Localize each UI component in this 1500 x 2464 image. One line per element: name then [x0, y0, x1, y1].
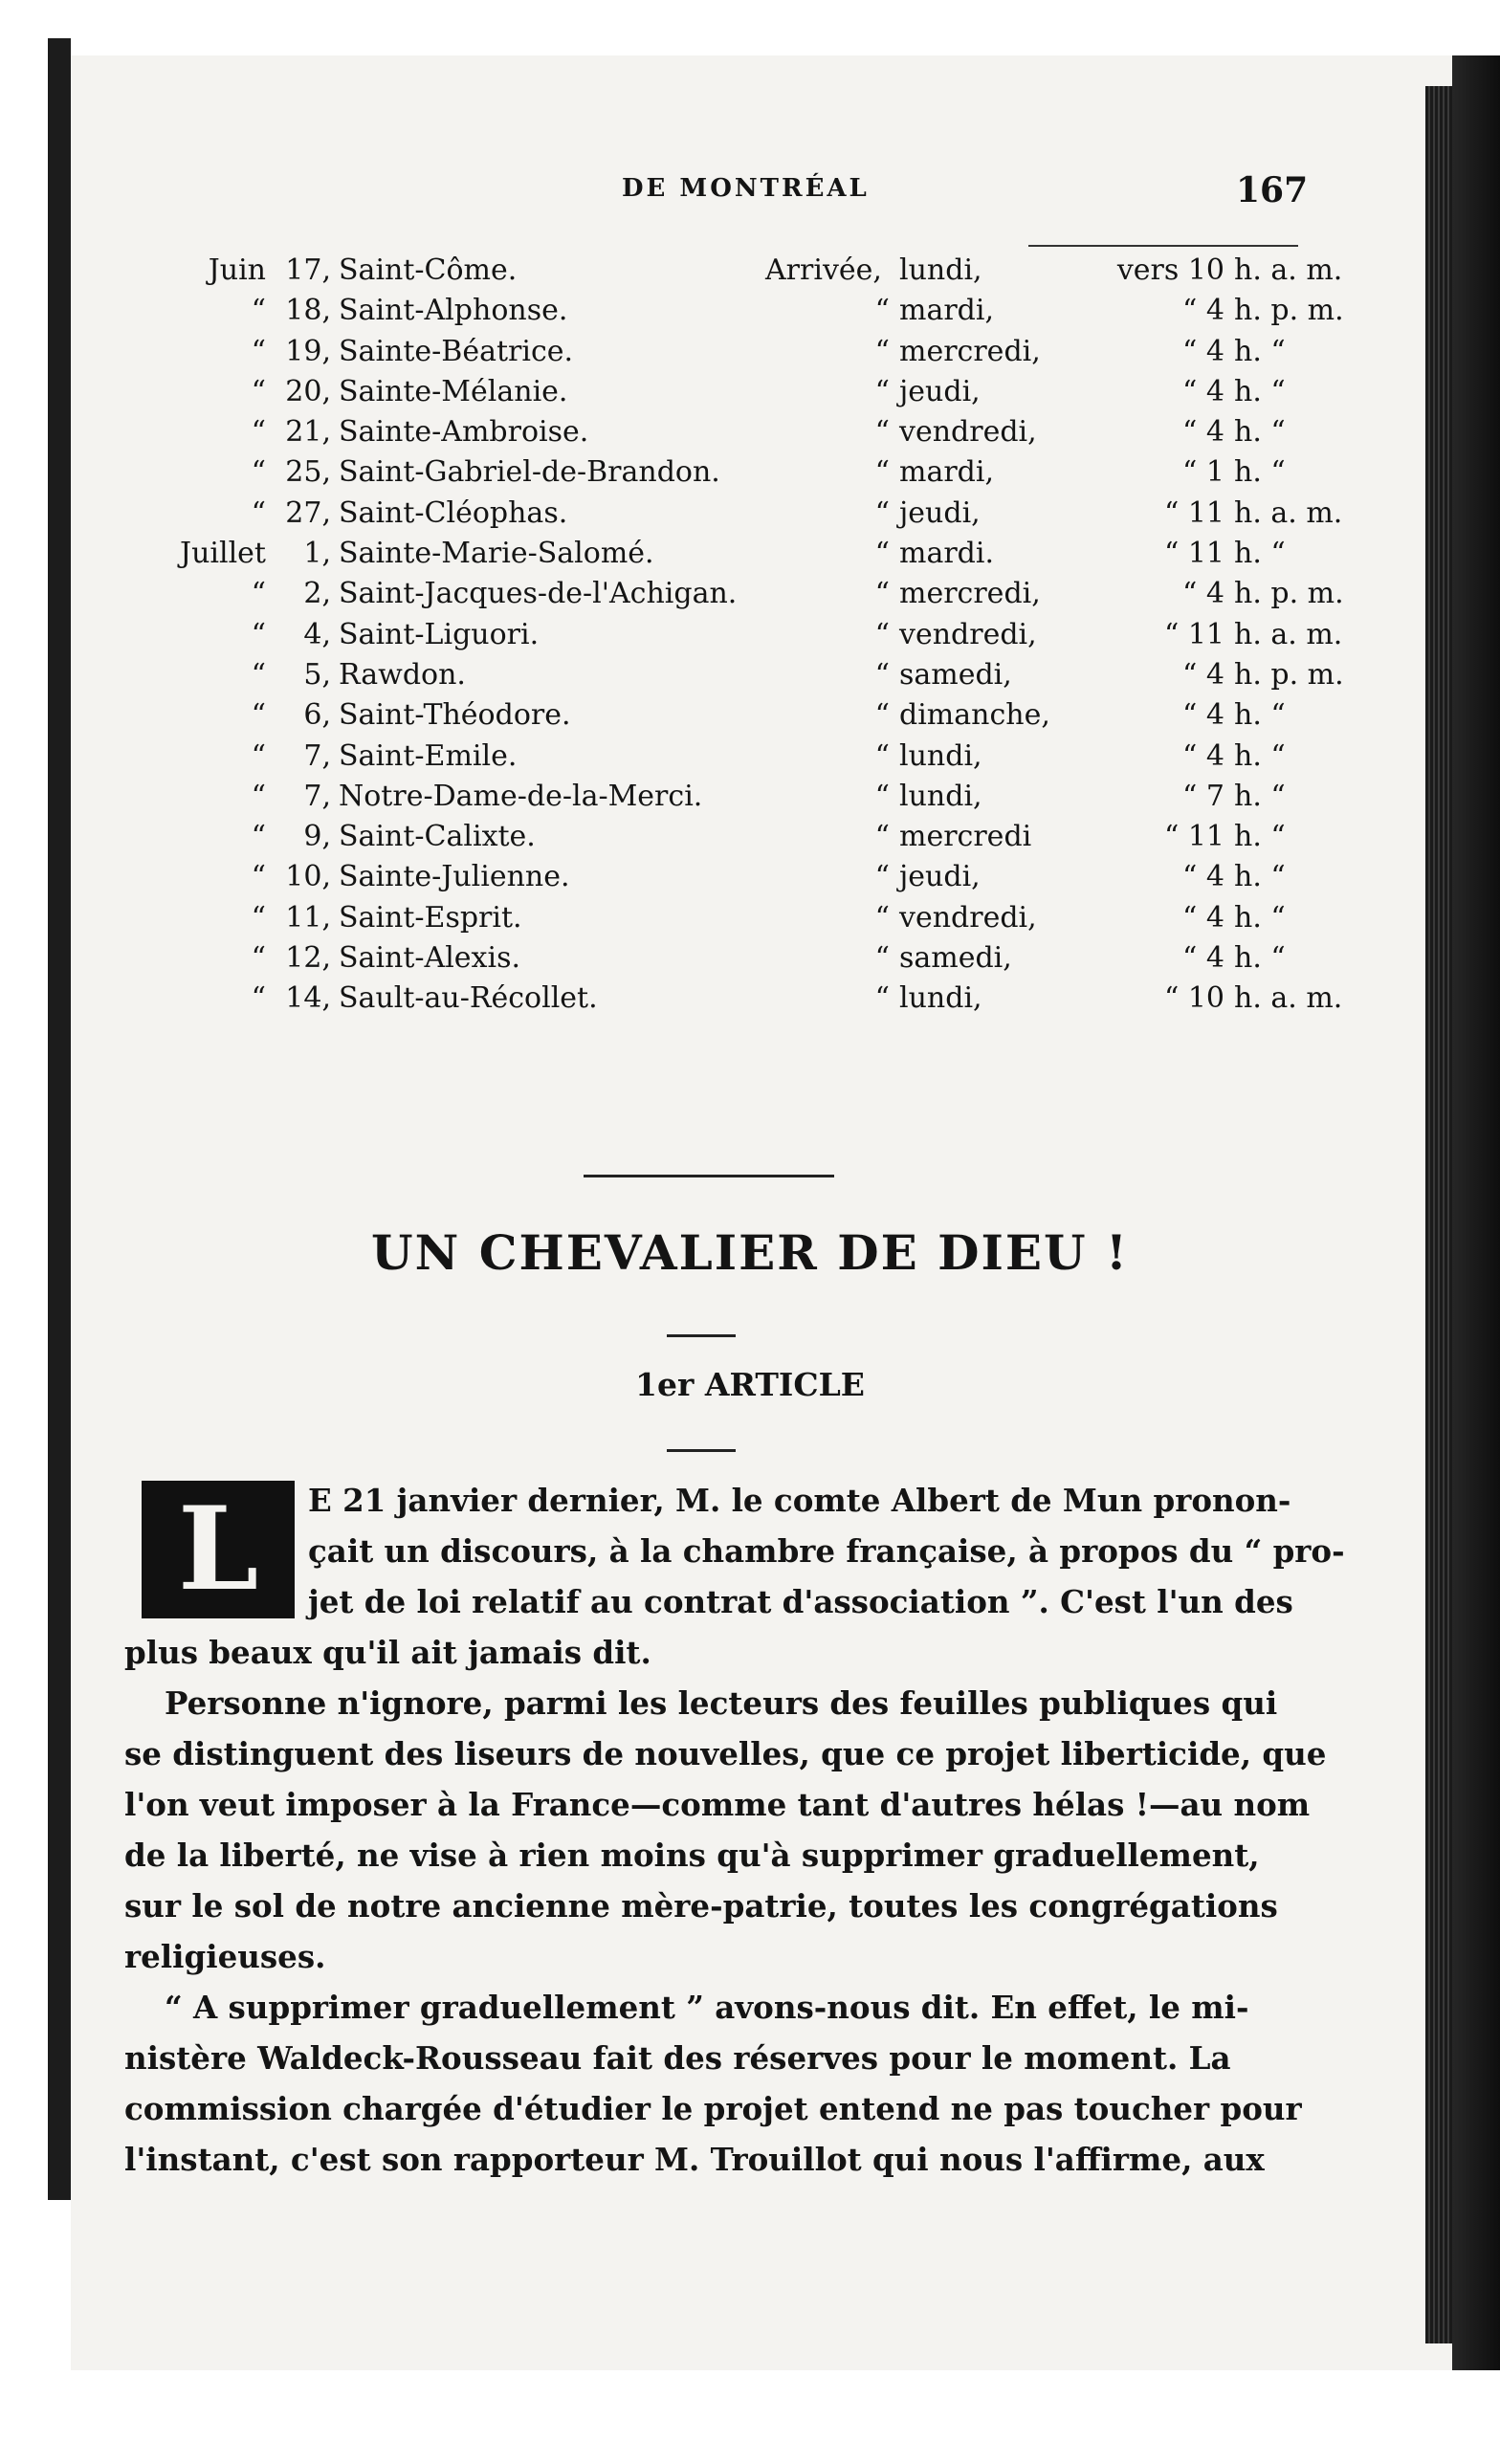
schedule-place: Sainte-Julienne. [339, 860, 570, 894]
article-line: l'instant, c'est son rapporteur M. Trouillot qui nous l'affirme, aux [124, 2141, 1265, 2178]
schedule-row [153, 372, 1301, 412]
schedule-row [153, 857, 1301, 897]
schedule-time: h. a. m. [1234, 495, 1343, 530]
schedule-month: “ [251, 981, 266, 1016]
schedule-hour: “ 4 [1182, 374, 1224, 408]
schedule-ditto: “ [874, 860, 890, 894]
schedule-hour: “ 4 [1182, 860, 1224, 894]
schedule-ditto: “ [874, 577, 890, 611]
section-separator [584, 1175, 834, 1177]
schedule-time: h. a. m. [1234, 617, 1343, 651]
schedule-row [153, 251, 1343, 291]
schedule-hour: “ 1 [1182, 455, 1224, 490]
schedule-month: “ [251, 374, 266, 408]
schedule-ditto: “ [874, 738, 890, 773]
article-line: jet de loi relatif au contrat d'association ”. C'est l'un des [308, 1583, 1293, 1620]
title-rule [667, 1334, 736, 1337]
schedule-month: “ [251, 860, 266, 894]
header-rule [1028, 245, 1298, 247]
schedule-row [153, 695, 1301, 736]
schedule-place: Saint-Théodore. [339, 698, 571, 733]
article-line: religieuses. [124, 1938, 326, 1975]
schedule-time: h. “ [1234, 334, 1286, 368]
schedule-row [153, 898, 1301, 938]
schedule-weekday: mercredi [899, 820, 1032, 854]
schedule-place: Saint-Cléophas. [339, 495, 568, 530]
article-line: Personne n'ignore, parmi les lecteurs des feuilles publiques qui [165, 1684, 1278, 1722]
schedule-hour: “ 4 [1182, 294, 1224, 328]
schedule-ditto: “ [874, 900, 890, 935]
schedule-ditto: “ [874, 941, 890, 976]
schedule-place: Saint-Côme. [339, 253, 518, 287]
schedule-hour: vers 10 [1116, 253, 1224, 287]
schedule-weekday: mardi. [899, 537, 995, 571]
schedule-weekday: mardi, [899, 455, 995, 490]
schedule-time: h. “ [1234, 738, 1286, 773]
schedule-time: h. “ [1234, 374, 1286, 408]
schedule-month: “ [251, 657, 266, 692]
schedule-time: h. p. m. [1234, 577, 1344, 611]
schedule-place: Sault-au-Récollet. [339, 981, 598, 1016]
schedule-day: 6, [303, 698, 331, 733]
schedule-hour: “ 4 [1182, 941, 1224, 976]
schedule-month: “ [251, 577, 266, 611]
schedule-hour: “ 11 [1163, 617, 1224, 651]
schedule-place: Saint-Alexis. [339, 941, 521, 976]
schedule-weekday: lundi, [899, 738, 982, 773]
schedule-month: “ [251, 334, 266, 368]
schedule-month: “ [251, 779, 266, 813]
schedule-month: “ [251, 455, 266, 490]
schedule-day: 2, [303, 577, 331, 611]
schedule-time: h. “ [1234, 820, 1286, 854]
schedule-day: 20, [285, 374, 331, 408]
schedule-ditto: “ [874, 698, 890, 733]
schedule-month: “ [251, 495, 266, 530]
article-line: se distinguent des liseurs de nouvelles, que ce projet liberticide, que [124, 1735, 1327, 1772]
schedule-place: Sainte-Béatrice. [339, 334, 574, 368]
drop-cap: L [142, 1481, 295, 1618]
schedule-place: Saint-Liguori. [339, 617, 540, 651]
article-title: UN CHEVALIER DE DIEU ! [371, 1224, 1129, 1281]
schedule-month: “ [251, 294, 266, 328]
schedule-day: 11, [285, 900, 331, 935]
schedule-place: Saint-Jacques-de-l'Achigan. [339, 577, 738, 611]
schedule-time: h. p. m. [1234, 657, 1344, 692]
schedule-weekday: vendredi, [899, 900, 1037, 935]
schedule-day: 9, [303, 820, 331, 854]
schedule-ditto: “ [874, 779, 890, 813]
schedule-weekday: vendredi, [899, 617, 1037, 651]
schedule-place: Sainte-Mélanie. [339, 374, 568, 408]
schedule-row [153, 534, 1301, 574]
schedule-weekday: mercredi, [899, 577, 1041, 611]
running-title: DE MONTRÉAL [622, 174, 870, 203]
schedule-row [153, 615, 1343, 655]
schedule-row [153, 452, 1301, 493]
article-line: commission chargée d'étudier le projet entend ne pas toucher pour [124, 2090, 1302, 2127]
page-number: 167 [1236, 170, 1309, 210]
schedule-day: 7, [303, 738, 331, 773]
schedule-row [153, 938, 1301, 979]
schedule-row [153, 494, 1343, 534]
previous-page-edge [48, 38, 71, 2200]
schedule-ditto: “ [874, 617, 890, 651]
visit-schedule [153, 251, 1344, 1020]
schedule-month: Juillet [180, 537, 266, 571]
schedule-time: h. a. m. [1234, 981, 1343, 1016]
schedule-place: Saint-Alphonse. [339, 294, 568, 328]
schedule-time: h. “ [1234, 698, 1286, 733]
schedule-weekday: jeudi, [899, 374, 981, 408]
schedule-place: Rawdon. [339, 657, 466, 692]
schedule-day: 5, [303, 657, 331, 692]
schedule-day: 12, [285, 941, 331, 976]
schedule-row [153, 979, 1343, 1019]
schedule-row [153, 777, 1301, 817]
schedule-month: “ [251, 820, 266, 854]
article-line: l'on veut imposer à la France—comme tant d'autres hélas !—au nom [124, 1786, 1311, 1823]
schedule-time: h. “ [1234, 779, 1286, 813]
subtitle-rule [667, 1449, 736, 1452]
schedule-place: Saint-Esprit. [339, 900, 522, 935]
schedule-day: 7, [303, 779, 331, 813]
schedule-ditto: “ [874, 657, 890, 692]
schedule-hour: “ 4 [1182, 657, 1224, 692]
schedule-weekday: dimanche, [899, 698, 1050, 733]
schedule-day: 4, [303, 617, 331, 651]
schedule-time: h. p. m. [1234, 294, 1344, 328]
schedule-row [153, 737, 1301, 777]
article-line: sur le sol de notre ancienne mère-patrie, toutes les congrégations [124, 1887, 1278, 1925]
schedule-row [153, 291, 1344, 331]
schedule-time: h. “ [1234, 537, 1286, 571]
schedule-ditto: “ [874, 820, 890, 854]
schedule-hour: “ 4 [1182, 900, 1224, 935]
schedule-day: 21, [285, 415, 331, 450]
schedule-day: 10, [285, 860, 331, 894]
page-header [124, 170, 1309, 218]
schedule-place: Saint-Calixte. [339, 820, 536, 854]
schedule-ditto: “ [874, 415, 890, 450]
schedule-ditto: “ [874, 455, 890, 490]
schedule-weekday: mercredi, [899, 334, 1041, 368]
schedule-weekday: samedi, [899, 941, 1012, 976]
schedule-place: Sainte-Marie-Salomé. [339, 537, 654, 571]
schedule-row [153, 332, 1301, 372]
article-body [124, 1475, 1345, 2185]
schedule-month: “ [251, 617, 266, 651]
schedule-row [153, 817, 1301, 857]
schedule-hour: “ 4 [1182, 738, 1224, 773]
book-edge-right [1452, 55, 1500, 2370]
schedule-hour: “ 11 [1163, 820, 1224, 854]
schedule-hour: “ 4 [1182, 577, 1224, 611]
schedule-month: “ [251, 738, 266, 773]
schedule-day: 27, [285, 495, 331, 530]
schedule-weekday: jeudi, [899, 860, 981, 894]
article-line: “ A supprimer graduellement ” avons-nous dit. En effet, le mi- [165, 1989, 1249, 2026]
schedule-day: 1, [303, 537, 331, 571]
schedule-weekday: mardi, [899, 294, 995, 328]
schedule-row [153, 574, 1344, 614]
schedule-month: “ [251, 900, 266, 935]
article-subtitle: 1er ARTICLE [635, 1366, 865, 1403]
schedule-month: “ [251, 698, 266, 733]
article-line: nistère Waldeck-Rousseau fait des réserves pour le moment. La [124, 2039, 1231, 2077]
schedule-weekday: lundi, [899, 981, 982, 1016]
schedule-place: Saint-Emile. [339, 738, 518, 773]
schedule-weekday: lundi, [899, 779, 982, 813]
article-line: çait un discours, à la chambre française, à propos du “ pro- [308, 1532, 1345, 1570]
schedule-place: Notre-Dame-de-la-Merci. [339, 779, 703, 813]
schedule-ditto: “ [874, 981, 890, 1016]
schedule-month: Juin [208, 253, 266, 287]
schedule-weekday: lundi, [899, 253, 982, 287]
schedule-ditto: “ [874, 294, 890, 328]
schedule-weekday: samedi, [899, 657, 1012, 692]
schedule-hour: “ 7 [1182, 779, 1224, 813]
schedule-month: “ [251, 941, 266, 976]
schedule-ditto: “ [874, 495, 890, 530]
schedule-time: h. a. m. [1234, 253, 1343, 287]
schedule-arrival-label: Arrivée, [765, 253, 882, 287]
schedule-hour: “ 4 [1182, 698, 1224, 733]
schedule-ditto: “ [874, 334, 890, 368]
article-line: plus beaux qu'il ait jamais dit. [124, 1634, 651, 1671]
article-line: de la liberté, ne vise à rien moins qu'à supprimer graduellement, [124, 1837, 1260, 1874]
schedule-time: h. “ [1234, 900, 1286, 935]
schedule-hour: “ 4 [1182, 415, 1224, 450]
schedule-day: 14, [285, 981, 331, 1016]
schedule-row [153, 412, 1301, 452]
article-line: E 21 janvier dernier, M. le comte Albert de Mun pronon- [308, 1482, 1291, 1519]
schedule-place: Sainte-Ambroise. [339, 415, 589, 450]
schedule-ditto: “ [874, 537, 890, 571]
schedule-day: 25, [285, 455, 331, 490]
schedule-day: 18, [285, 294, 331, 328]
schedule-time: h. “ [1234, 860, 1286, 894]
schedule-hour: “ 4 [1182, 334, 1224, 368]
schedule-weekday: jeudi, [899, 495, 981, 530]
schedule-day: 17, [285, 253, 331, 287]
schedule-weekday: vendredi, [899, 415, 1037, 450]
schedule-day: 19, [285, 334, 331, 368]
schedule-hour: “ 11 [1163, 495, 1224, 530]
schedule-time: h. “ [1234, 941, 1286, 976]
schedule-time: h. “ [1234, 455, 1286, 490]
schedule-hour: “ 10 [1163, 981, 1224, 1016]
schedule-ditto: “ [874, 374, 890, 408]
schedule-place: Saint-Gabriel-de-Brandon. [339, 455, 720, 490]
schedule-hour: “ 11 [1163, 537, 1224, 571]
schedule-row [153, 655, 1344, 695]
schedule-time: h. “ [1234, 415, 1286, 450]
schedule-month: “ [251, 415, 266, 450]
